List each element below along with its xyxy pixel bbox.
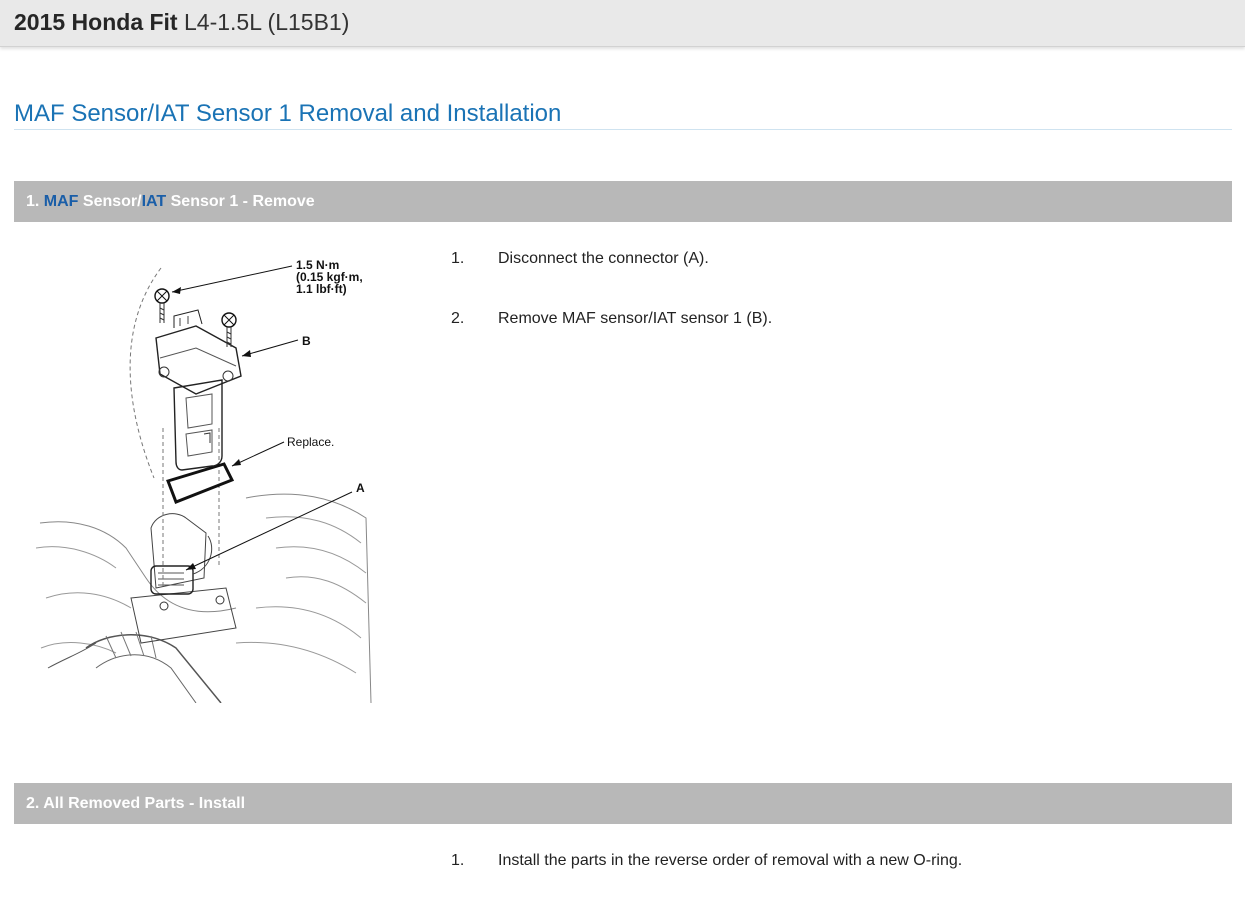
section-header-remove: [14, 181, 1232, 222]
step-number: 1.: [451, 250, 465, 267]
step-number: 1.: [451, 852, 465, 869]
vehicle-header: [0, 0, 1245, 47]
callout-replace: Replace.: [287, 435, 335, 449]
torque-value-nm: 1.5 N·m: [296, 258, 340, 272]
vehicle-engine: L4-1.5L (L15B1): [184, 9, 350, 35]
step-number: 2.: [451, 310, 465, 327]
section-header-install: [14, 783, 1232, 824]
section-title-part: Sensor 1 - Remove: [166, 193, 315, 210]
page-title: MAF Sensor/IAT Sensor 1 Removal and Installation: [14, 100, 1232, 130]
step-text: Disconnect the connector (A).: [498, 250, 709, 267]
section-title: 2. All Removed Parts - Install: [26, 795, 246, 812]
vehicle-title: [14, 9, 349, 36]
step-item: [451, 852, 962, 870]
torque-value-kgfm: (0.15 kgf·m,: [296, 270, 363, 284]
torque-value-lbfft: 1.1 lbf·ft): [296, 282, 347, 296]
maf-sensor-removal-illustration: [36, 248, 376, 703]
section-number: 1.: [26, 193, 44, 210]
step-item: [451, 250, 709, 268]
callout-b: B: [302, 334, 311, 348]
section-title-part: Sensor/: [78, 193, 142, 210]
step-item: [451, 310, 772, 328]
step-text: Install the parts in the reverse order of removal with a new O-ring.: [498, 852, 963, 869]
callout-a: A: [356, 481, 365, 495]
vehicle-model: 2015 Honda Fit: [14, 9, 178, 35]
step-text: Remove MAF sensor/IAT sensor 1 (B).: [498, 310, 773, 327]
iat-keyword-link[interactable]: IAT: [141, 193, 167, 210]
maf-keyword-link[interactable]: MAF: [43, 193, 79, 210]
